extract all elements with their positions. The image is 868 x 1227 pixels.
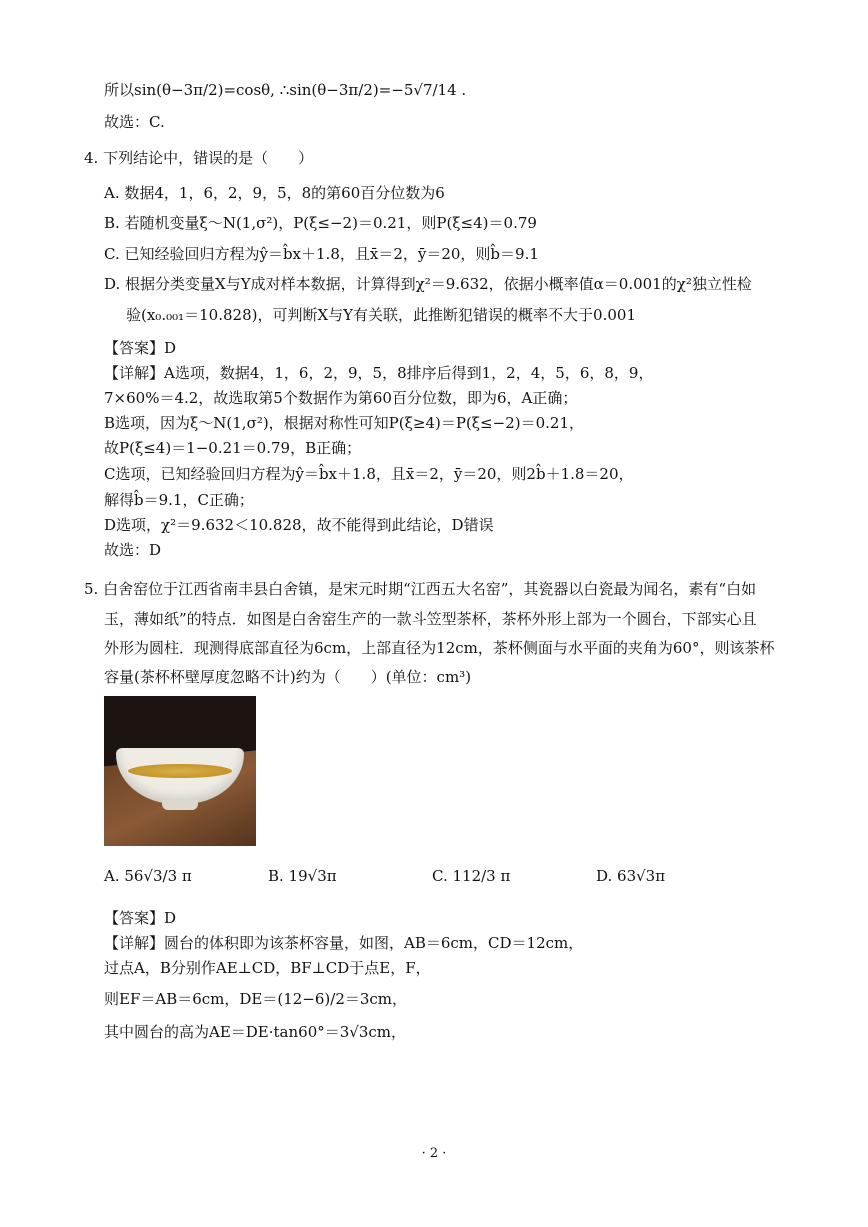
q5-option-c: C. 112/3 π [432,867,511,885]
explanation-line: B选项，因为ξ～N(1,σ²)，根据对称性可知P(ξ≥4)＝P(ξ≤−2)＝0.21， [104,414,584,432]
explanation-line: 【详解】A选项，数据4，1，6，2，9，5，8排序后得到1，2，4，5，6，8，9， [104,364,654,382]
option-c: C. 已知经验回归方程为ŷ＝b̂x＋1.8，且x̄＝2，ȳ＝20，则b̂＝9.1 [104,245,539,263]
question-5-stem: 容量(茶杯杯壁厚度忽略不计)约为（ ）(单位：cm³) [104,668,472,686]
cup-foot [162,800,198,810]
option-d-cont: 验(x₀.₀₀₁＝10.828)，可判断X与Y有关联，此推断犯错误的概率不大于0.001 [126,306,636,324]
explanation-line: 过点A，B分别作AE⊥CD，BF⊥CD于点E，F， [104,959,431,977]
page-number: · 2 · [421,1146,447,1161]
tea-liquid [128,764,232,778]
question-4-stem: 4. 下列结论中，错误的是（ ） [84,149,314,167]
question-5-stem: 外形为圆柱．现测得底部直径为6cm，上部直径为12cm，茶杯侧面与水平面的夹角为60°，则该茶杯 [104,639,775,657]
explanation-line: 7×60%＝4.2，故选取第5个数据作为第60百分位数，即为6，A正确； [104,389,578,407]
option-b: B. 若随机变量ξ～N(1,σ²)，P(ξ≤−2)＝0.21，则P(ξ≤4)＝0.79 [104,214,537,232]
explanation-line: 故选：D [104,541,162,559]
explanation-line: C选项，已知经验回归方程为ŷ＝b̂x＋1.8，且x̄＝2，ȳ＝20，则2b̂＋1.8＝20， [104,465,634,483]
tea-cup-photo [104,696,256,846]
explanation-line: 则EF＝AB＝6cm，DE＝(12−6)/2＝3cm， [104,990,408,1008]
option-a: A. 数据4，1，6，2，9，5，8的第60百分位数为6 [104,184,445,202]
answer-label: 【答案】D [104,339,177,357]
text-line: 所以sin(θ−3π/2)=cosθ, ∴sin(θ−3π/2)=−5√7/14 . [104,81,467,99]
explanation-line: 【详解】圆台的体积即为该茶杯容量，如图，AB＝6cm，CD＝12cm， [104,934,584,952]
question-5-stem: 玉，薄如纸”的特点．如图是白舍窑生产的一款斗笠型茶杯，茶杯外形上部为一个圆台，下部实心且 [104,610,757,628]
q5-option-a: A. 56√3/3 π [104,867,192,885]
q5-option-b: B. 19√3π [268,867,337,885]
question-5-stem: 5. 白舍窑位于江西省南丰县白舍镇，是宋元时期“江西五大名窑”，其瓷器以白瓷最为闻名，素有“白如 [84,580,757,598]
explanation-line: 解得b̂＝9.1，C正确； [104,491,254,509]
text-line: 故选：C. [104,113,165,131]
explanation-line: 其中圆台的高为AE＝DE·tan60°＝3√3cm， [104,1023,407,1041]
q5-option-d: D. 63√3π [596,867,666,885]
answer-label: 【答案】D [104,909,177,927]
option-d: D. 根据分类变量X与Y成对样本数据，计算得到χ²＝9.632，依据小概率值α＝0.001的χ²独立性检 [104,275,752,293]
explanation-line: 故P(ξ≤4)＝1−0.21＝0.79，B正确； [104,439,362,457]
explanation-line: D选项，χ²＝9.632＜10.828，故不能得到此结论，D错误 [104,516,494,534]
